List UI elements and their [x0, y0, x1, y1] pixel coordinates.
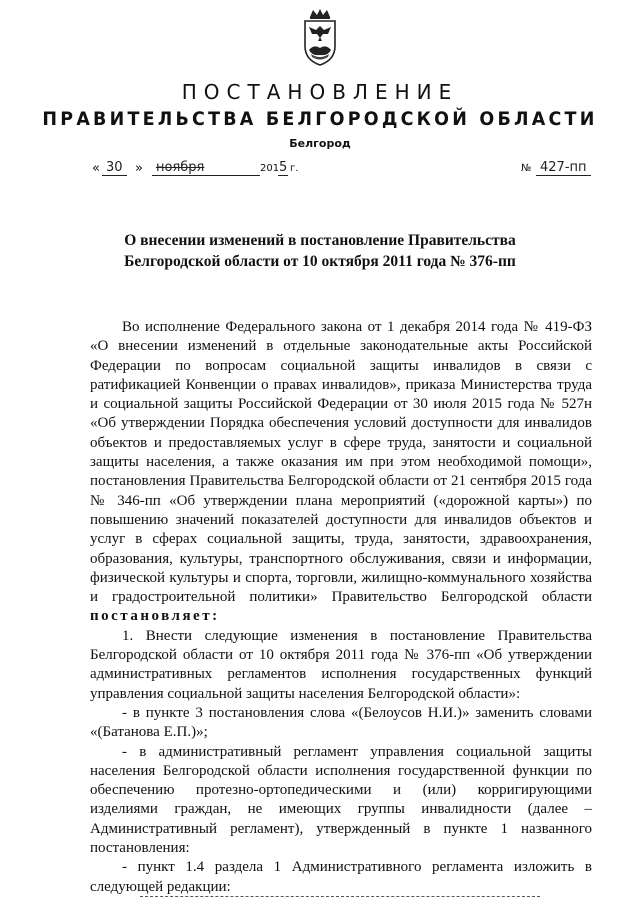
date-day: 30 — [102, 160, 127, 176]
document-body — [90, 318, 592, 897]
document-title — [110, 230, 530, 272]
date-close-quote: » — [135, 161, 143, 176]
paragraph-preamble — [90, 318, 592, 627]
page-bottom-edge-marks — [140, 896, 540, 899]
date-number-line — [90, 160, 590, 180]
paragraph-item-3: - в административный регламент управления социальной защиты населения Белгородской области исполнения государственной функции по обеспечению протезно-ортопедическими и (или) корригирующими изделиями граждан, не имеющих группы инвалидности (далее – Административный регламент), утвержденный в пункте 1 названного постановления: — [90, 743, 592, 857]
date-open-quote: « — [92, 161, 100, 176]
date-year-prefix: 201 — [260, 163, 280, 174]
title-line-1: О внесении изменений в постановление Правительства — [124, 232, 516, 249]
city-label: Белгород — [289, 137, 351, 150]
date-year-suffix: 5 — [279, 160, 288, 175]
preamble-text: Во исполнение Федерального закона от 1 декабря 2014 года № 419-ФЗ «О внесении изменений в отдельные законодательные акты Российской Федерации по вопросам социальной защиты инвалидов в связи с ратификацией Конвенции о правах инвалидов», приказа Министерства труда и социальной защиты Российской Федерации от 30 июля 2015 года № 527н «Об утверждении Порядка обеспечения условий доступности для инвалидов объектов и предоставляемых услуг в сфере труда, занятости и социальной защиты населения, а также оказания им при этом необходимой помощи», постановления Правительства Белгородской области от 21 сентября 2015 года № 346-пп «Об утверждении плана мероприятий («дорожной карты») по повышению значений показателей доступности для инвалидов объектов и услуг в сферах социальной защиты, труда, занятости, здравоохранения, образования, культуры, транспортного обслуживания, связи и информации, физической культуры и спорта, торговли, жилищно-коммунального хозяйства и градостроительной политики» Правительство Белгородской области — [90, 319, 592, 606]
date-month: ноября — [152, 160, 260, 176]
document-number: 427-пп — [536, 160, 591, 176]
coat-of-arms-emblem — [300, 8, 340, 66]
number-prefix: № — [521, 163, 532, 174]
paragraph-item-1: 1. Внести следующие изменения в постановление Правительства Белгородской области от 10 октября 2011 года № 376-пп «Об утверждении административных регламентов исполнения государственных функций управления социальной защиты населения Белгородской области»: — [90, 627, 592, 702]
paragraph-item-2: - в пункте 3 постановления слова «(Белоусов Н.И.)» заменить словами «(Батанова Е.П.)»; — [90, 704, 592, 741]
date-year-unit: г. — [290, 163, 299, 174]
title-line-2: Белгородской области от 10 октября 2011 года № 376-пп — [124, 253, 516, 270]
resolve-word: постановляет: — [90, 608, 220, 625]
paragraph-item-4: - пункт 1.4 раздела 1 Административного регламента изложить в следующей редакции: — [90, 859, 592, 895]
issuer-heading: ПРАВИТЕЛЬСТВА БЕЛГОРОДСКОЙ ОБЛАСТИ — [42, 108, 598, 130]
document-type-heading: ПОСТАНОВЛЕНИЕ — [181, 80, 459, 104]
